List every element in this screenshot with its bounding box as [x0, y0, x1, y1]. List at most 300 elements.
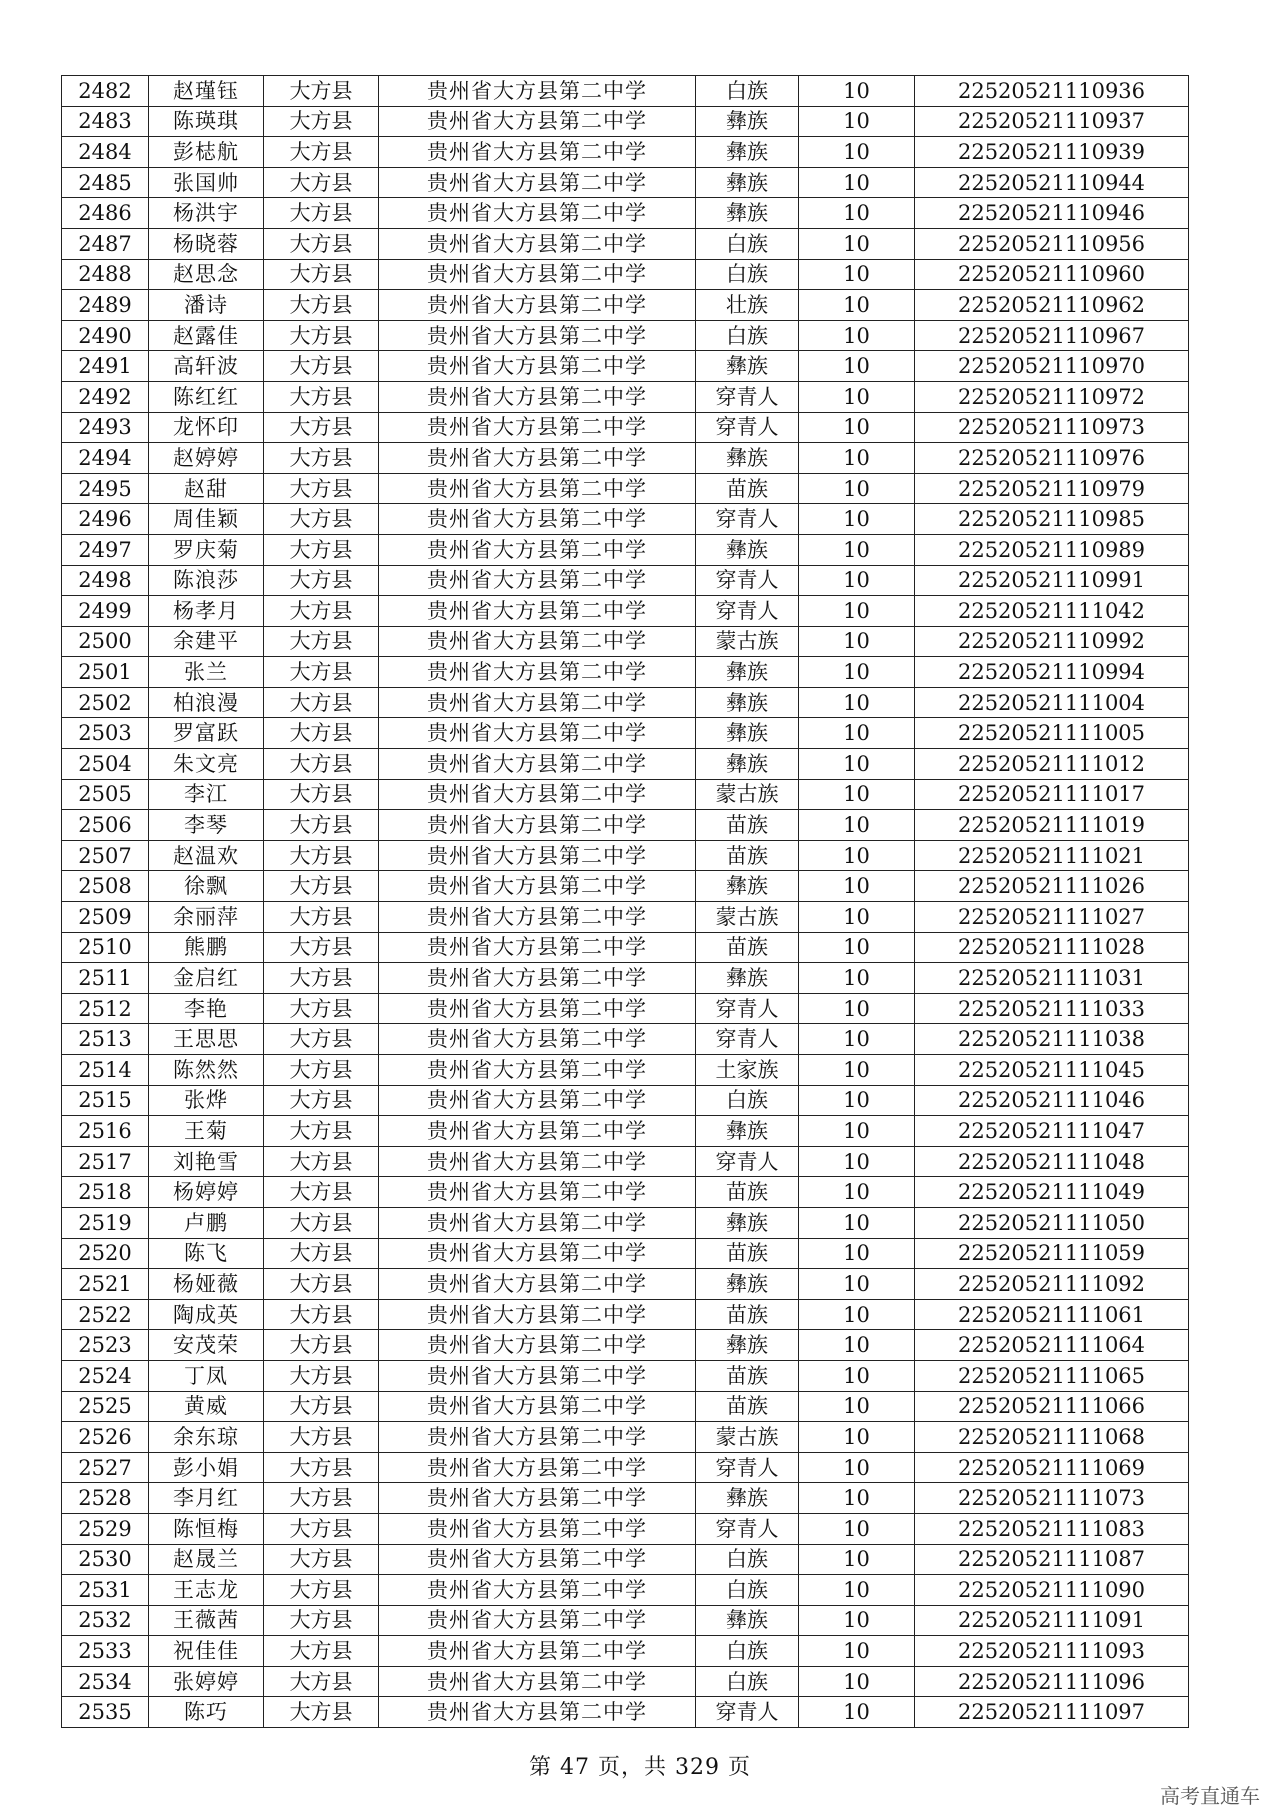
exam-number-cell: 22520521111083: [915, 1513, 1189, 1544]
serial-number-cell: 2519: [62, 1207, 149, 1238]
ethnicity-cell: 彝族: [696, 534, 799, 565]
ethnicity-cell: 苗族: [696, 1238, 799, 1269]
exam-number-cell: 22520521111028: [915, 932, 1189, 963]
school-cell: 贵州省大方县第二中学: [379, 1360, 696, 1391]
student-name-cell: 赵思念: [149, 259, 264, 290]
exam-number-cell: 22520521111096: [915, 1666, 1189, 1697]
student-name-cell: 陶成英: [149, 1299, 264, 1330]
student-name-cell: 赵温欢: [149, 840, 264, 871]
county-cell: 大方县: [264, 1116, 379, 1147]
score-cell: 10: [799, 1269, 915, 1300]
exam-number-cell: 22520521111066: [915, 1391, 1189, 1422]
table-row: [62, 1636, 1189, 1667]
score-cell: 10: [799, 810, 915, 841]
roster-table: [61, 75, 1189, 1728]
county-cell: 大方县: [264, 810, 379, 841]
ethnicity-cell: 苗族: [696, 932, 799, 963]
ethnicity-cell: 彝族: [696, 749, 799, 780]
school-cell: 贵州省大方县第二中学: [379, 473, 696, 504]
score-cell: 10: [799, 871, 915, 902]
ethnicity-cell: 彝族: [696, 1605, 799, 1636]
ethnicity-cell: 彝族: [696, 1116, 799, 1147]
student-name-cell: 张国帅: [149, 167, 264, 198]
table-row: [62, 718, 1189, 749]
school-cell: 贵州省大方县第二中学: [379, 626, 696, 657]
exam-number-cell: 22520521110937: [915, 106, 1189, 137]
school-cell: 贵州省大方县第二中学: [379, 1605, 696, 1636]
student-name-cell: 杨洪宇: [149, 198, 264, 229]
table-row: [62, 1146, 1189, 1177]
exam-number-cell: 22520521110972: [915, 381, 1189, 412]
county-cell: 大方县: [264, 1330, 379, 1361]
ethnicity-cell: 土家族: [696, 1055, 799, 1086]
serial-number-cell: 2495: [62, 473, 149, 504]
exam-number-cell: 22520521111031: [915, 963, 1189, 994]
exam-number-cell: 22520521111087: [915, 1544, 1189, 1575]
student-name-cell: 杨娅薇: [149, 1269, 264, 1300]
county-cell: 大方县: [264, 534, 379, 565]
school-cell: 贵州省大方县第二中学: [379, 1085, 696, 1116]
table-row: [62, 902, 1189, 933]
serial-number-cell: 2530: [62, 1544, 149, 1575]
school-cell: 贵州省大方县第二中学: [379, 932, 696, 963]
county-cell: 大方县: [264, 993, 379, 1024]
exam-number-cell: 22520521110992: [915, 626, 1189, 657]
serial-number-cell: 2510: [62, 932, 149, 963]
school-cell: 贵州省大方县第二中学: [379, 1483, 696, 1514]
county-cell: 大方县: [264, 1269, 379, 1300]
ethnicity-cell: 白族: [696, 1544, 799, 1575]
student-name-cell: 陈巧: [149, 1697, 264, 1728]
exam-number-cell: 22520521111005: [915, 718, 1189, 749]
exam-number-cell: 22520521110976: [915, 443, 1189, 474]
score-cell: 10: [799, 1697, 915, 1728]
county-cell: 大方县: [264, 1207, 379, 1238]
table-row: [62, 534, 1189, 565]
student-name-cell: 彭梽航: [149, 137, 264, 168]
exam-number-cell: 22520521110973: [915, 412, 1189, 443]
county-cell: 大方县: [264, 320, 379, 351]
table-row: [62, 473, 1189, 504]
student-name-cell: 赵瑾钰: [149, 76, 264, 107]
school-cell: 贵州省大方县第二中学: [379, 443, 696, 474]
county-cell: 大方县: [264, 657, 379, 688]
score-cell: 10: [799, 840, 915, 871]
score-cell: 10: [799, 198, 915, 229]
student-name-cell: 赵婷婷: [149, 443, 264, 474]
serial-number-cell: 2496: [62, 504, 149, 535]
student-name-cell: 杨晓蓉: [149, 228, 264, 259]
score-cell: 10: [799, 137, 915, 168]
county-cell: 大方县: [264, 1636, 379, 1667]
exam-number-cell: 22520521111050: [915, 1207, 1189, 1238]
exam-number-cell: 22520521110946: [915, 198, 1189, 229]
serial-number-cell: 2506: [62, 810, 149, 841]
serial-number-cell: 2499: [62, 596, 149, 627]
score-cell: 10: [799, 1666, 915, 1697]
table-row: [62, 137, 1189, 168]
student-name-cell: 龙怀印: [149, 412, 264, 443]
ethnicity-cell: 苗族: [696, 810, 799, 841]
table-row: [62, 228, 1189, 259]
school-cell: 贵州省大方县第二中学: [379, 137, 696, 168]
table-row: [62, 1483, 1189, 1514]
serial-number-cell: 2534: [62, 1666, 149, 1697]
county-cell: 大方县: [264, 1697, 379, 1728]
county-cell: 大方县: [264, 76, 379, 107]
student-name-cell: 陈恒梅: [149, 1513, 264, 1544]
serial-number-cell: 2518: [62, 1177, 149, 1208]
exam-number-cell: 22520521111061: [915, 1299, 1189, 1330]
county-cell: 大方县: [264, 1422, 379, 1453]
table-row: [62, 932, 1189, 963]
table-row: [62, 1575, 1189, 1606]
county-cell: 大方县: [264, 718, 379, 749]
serial-number-cell: 2533: [62, 1636, 149, 1667]
serial-number-cell: 2501: [62, 657, 149, 688]
serial-number-cell: 2493: [62, 412, 149, 443]
county-cell: 大方县: [264, 259, 379, 290]
county-cell: 大方县: [264, 1483, 379, 1514]
exam-number-cell: 22520521111091: [915, 1605, 1189, 1636]
ethnicity-cell: 穿青人: [696, 504, 799, 535]
county-cell: 大方县: [264, 1666, 379, 1697]
exam-number-cell: 22520521111093: [915, 1636, 1189, 1667]
county-cell: 大方县: [264, 137, 379, 168]
county-cell: 大方县: [264, 1544, 379, 1575]
ethnicity-cell: 穿青人: [696, 1513, 799, 1544]
serial-number-cell: 2482: [62, 76, 149, 107]
ethnicity-cell: 苗族: [696, 473, 799, 504]
serial-number-cell: 2502: [62, 687, 149, 718]
county-cell: 大方县: [264, 963, 379, 994]
ethnicity-cell: 彝族: [696, 137, 799, 168]
exam-number-cell: 22520521110989: [915, 534, 1189, 565]
student-name-cell: 金启红: [149, 963, 264, 994]
ethnicity-cell: 蒙古族: [696, 779, 799, 810]
county-cell: 大方县: [264, 106, 379, 137]
ethnicity-cell: 彝族: [696, 198, 799, 229]
school-cell: 贵州省大方县第二中学: [379, 1024, 696, 1055]
county-cell: 大方县: [264, 902, 379, 933]
school-cell: 贵州省大方县第二中学: [379, 504, 696, 535]
exam-number-cell: 22520521110994: [915, 657, 1189, 688]
ethnicity-cell: 白族: [696, 320, 799, 351]
score-cell: 10: [799, 259, 915, 290]
score-cell: 10: [799, 718, 915, 749]
exam-number-cell: 22520521111068: [915, 1422, 1189, 1453]
score-cell: 10: [799, 1391, 915, 1422]
exam-number-cell: 22520521111033: [915, 993, 1189, 1024]
school-cell: 贵州省大方县第二中学: [379, 320, 696, 351]
score-cell: 10: [799, 993, 915, 1024]
exam-number-cell: 22520521111027: [915, 902, 1189, 933]
score-cell: 10: [799, 290, 915, 321]
student-name-cell: 余丽萍: [149, 902, 264, 933]
ethnicity-cell: 白族: [696, 1666, 799, 1697]
serial-number-cell: 2513: [62, 1024, 149, 1055]
school-cell: 贵州省大方县第二中学: [379, 1391, 696, 1422]
serial-number-cell: 2500: [62, 626, 149, 657]
serial-number-cell: 2526: [62, 1422, 149, 1453]
exam-number-cell: 22520521111042: [915, 596, 1189, 627]
school-cell: 贵州省大方县第二中学: [379, 106, 696, 137]
school-cell: 贵州省大方县第二中学: [379, 840, 696, 871]
school-cell: 贵州省大方县第二中学: [379, 167, 696, 198]
school-cell: 贵州省大方县第二中学: [379, 963, 696, 994]
watermark: 高考直通车: [1160, 1784, 1260, 1808]
school-cell: 贵州省大方县第二中学: [379, 657, 696, 688]
exam-number-cell: 22520521111017: [915, 779, 1189, 810]
school-cell: 贵州省大方县第二中学: [379, 228, 696, 259]
table-row: [62, 840, 1189, 871]
table-row: [62, 106, 1189, 137]
table-row: [62, 657, 1189, 688]
school-cell: 贵州省大方县第二中学: [379, 687, 696, 718]
ethnicity-cell: 穿青人: [696, 381, 799, 412]
exam-number-cell: 22520521110960: [915, 259, 1189, 290]
county-cell: 大方县: [264, 1575, 379, 1606]
school-cell: 贵州省大方县第二中学: [379, 1207, 696, 1238]
table-row: [62, 1024, 1189, 1055]
student-name-cell: 罗庆菊: [149, 534, 264, 565]
exam-number-cell: 22520521111045: [915, 1055, 1189, 1086]
exam-number-cell: 22520521111019: [915, 810, 1189, 841]
county-cell: 大方县: [264, 1085, 379, 1116]
county-cell: 大方县: [264, 1146, 379, 1177]
score-cell: 10: [799, 381, 915, 412]
score-cell: 10: [799, 443, 915, 474]
school-cell: 贵州省大方县第二中学: [379, 596, 696, 627]
school-cell: 贵州省大方县第二中学: [379, 290, 696, 321]
serial-number-cell: 2483: [62, 106, 149, 137]
student-name-cell: 王薇茜: [149, 1605, 264, 1636]
ethnicity-cell: 彝族: [696, 106, 799, 137]
student-name-cell: 罗富跃: [149, 718, 264, 749]
school-cell: 贵州省大方县第二中学: [379, 810, 696, 841]
score-cell: 10: [799, 504, 915, 535]
school-cell: 贵州省大方县第二中学: [379, 565, 696, 596]
exam-number-cell: 22520521110939: [915, 137, 1189, 168]
serial-number-cell: 2491: [62, 351, 149, 382]
student-name-cell: 李琴: [149, 810, 264, 841]
school-cell: 贵州省大方县第二中学: [379, 1575, 696, 1606]
table-row: [62, 810, 1189, 841]
school-cell: 贵州省大方县第二中学: [379, 76, 696, 107]
serial-number-cell: 2517: [62, 1146, 149, 1177]
county-cell: 大方县: [264, 1024, 379, 1055]
ethnicity-cell: 彝族: [696, 871, 799, 902]
student-name-cell: 赵甜: [149, 473, 264, 504]
score-cell: 10: [799, 932, 915, 963]
table-row: [62, 1116, 1189, 1147]
serial-number-cell: 2508: [62, 871, 149, 902]
serial-number-cell: 2515: [62, 1085, 149, 1116]
score-cell: 10: [799, 320, 915, 351]
school-cell: 贵州省大方县第二中学: [379, 1299, 696, 1330]
county-cell: 大方县: [264, 626, 379, 657]
ethnicity-cell: 彝族: [696, 1207, 799, 1238]
serial-number-cell: 2522: [62, 1299, 149, 1330]
student-name-cell: 杨婷婷: [149, 1177, 264, 1208]
table-row: [62, 1513, 1189, 1544]
serial-number-cell: 2527: [62, 1452, 149, 1483]
serial-number-cell: 2498: [62, 565, 149, 596]
student-name-cell: 张婷婷: [149, 1666, 264, 1697]
score-cell: 10: [799, 1575, 915, 1606]
table-row: [62, 1085, 1189, 1116]
table-row: [62, 871, 1189, 902]
ethnicity-cell: 彝族: [696, 657, 799, 688]
page-number: 第 47 页，共 329 页: [529, 1755, 751, 1780]
exam-number-cell: 22520521110991: [915, 565, 1189, 596]
table-row: [62, 290, 1189, 321]
county-cell: 大方县: [264, 687, 379, 718]
table-row: [62, 412, 1189, 443]
ethnicity-cell: 苗族: [696, 1299, 799, 1330]
serial-number-cell: 2488: [62, 259, 149, 290]
score-cell: 10: [799, 1238, 915, 1269]
serial-number-cell: 2523: [62, 1330, 149, 1361]
student-name-cell: 王菊: [149, 1116, 264, 1147]
exam-number-cell: 22520521111038: [915, 1024, 1189, 1055]
ethnicity-cell: 白族: [696, 76, 799, 107]
table-row: [62, 259, 1189, 290]
student-name-cell: 赵晟兰: [149, 1544, 264, 1575]
ethnicity-cell: 穿青人: [696, 993, 799, 1024]
serial-number-cell: 2507: [62, 840, 149, 871]
serial-number-cell: 2520: [62, 1238, 149, 1269]
exam-number-cell: 22520521111021: [915, 840, 1189, 871]
ethnicity-cell: 彝族: [696, 1330, 799, 1361]
table-row: [62, 1544, 1189, 1575]
school-cell: 贵州省大方县第二中学: [379, 1116, 696, 1147]
serial-number-cell: 2516: [62, 1116, 149, 1147]
school-cell: 贵州省大方县第二中学: [379, 351, 696, 382]
score-cell: 10: [799, 76, 915, 107]
county-cell: 大方县: [264, 1605, 379, 1636]
score-cell: 10: [799, 412, 915, 443]
score-cell: 10: [799, 1024, 915, 1055]
student-name-cell: 徐飘: [149, 871, 264, 902]
table-row: [62, 1452, 1189, 1483]
score-cell: 10: [799, 534, 915, 565]
score-cell: 10: [799, 1146, 915, 1177]
serial-number-cell: 2504: [62, 749, 149, 780]
student-name-cell: 李月红: [149, 1483, 264, 1514]
serial-number-cell: 2490: [62, 320, 149, 351]
student-name-cell: 陈浪莎: [149, 565, 264, 596]
county-cell: 大方县: [264, 749, 379, 780]
county-cell: 大方县: [264, 412, 379, 443]
ethnicity-cell: 苗族: [696, 1360, 799, 1391]
table-row: [62, 1055, 1189, 1086]
table-row: [62, 626, 1189, 657]
score-cell: 10: [799, 1085, 915, 1116]
serial-number-cell: 2512: [62, 993, 149, 1024]
ethnicity-cell: 壮族: [696, 290, 799, 321]
student-name-cell: 丁凤: [149, 1360, 264, 1391]
county-cell: 大方县: [264, 504, 379, 535]
table-row: [62, 76, 1189, 107]
table-row: [62, 1299, 1189, 1330]
school-cell: 贵州省大方县第二中学: [379, 412, 696, 443]
table-row: [62, 1697, 1189, 1728]
table-row: [62, 1238, 1189, 1269]
ethnicity-cell: 白族: [696, 259, 799, 290]
table-row: [62, 320, 1189, 351]
score-cell: 10: [799, 1360, 915, 1391]
serial-number-cell: 2524: [62, 1360, 149, 1391]
exam-number-cell: 22520521111049: [915, 1177, 1189, 1208]
ethnicity-cell: 彝族: [696, 351, 799, 382]
exam-number-cell: 22520521111012: [915, 749, 1189, 780]
score-cell: 10: [799, 779, 915, 810]
ethnicity-cell: 白族: [696, 1636, 799, 1667]
serial-number-cell: 2484: [62, 137, 149, 168]
ethnicity-cell: 穿青人: [696, 596, 799, 627]
school-cell: 贵州省大方县第二中学: [379, 779, 696, 810]
score-cell: 10: [799, 167, 915, 198]
county-cell: 大方县: [264, 351, 379, 382]
student-name-cell: 柏浪漫: [149, 687, 264, 718]
school-cell: 贵州省大方县第二中学: [379, 749, 696, 780]
score-cell: 10: [799, 1513, 915, 1544]
student-name-cell: 王志龙: [149, 1575, 264, 1606]
table-row: [62, 596, 1189, 627]
ethnicity-cell: 苗族: [696, 1391, 799, 1422]
roster-body: [62, 76, 1189, 1728]
school-cell: 贵州省大方县第二中学: [379, 718, 696, 749]
county-cell: 大方县: [264, 167, 379, 198]
county-cell: 大方县: [264, 840, 379, 871]
school-cell: 贵州省大方县第二中学: [379, 1666, 696, 1697]
exam-number-cell: 22520521111097: [915, 1697, 1189, 1728]
county-cell: 大方县: [264, 473, 379, 504]
ethnicity-cell: 彝族: [696, 687, 799, 718]
exam-number-cell: 22520521111069: [915, 1452, 1189, 1483]
score-cell: 10: [799, 473, 915, 504]
exam-number-cell: 22520521111065: [915, 1360, 1189, 1391]
table-row: [62, 963, 1189, 994]
serial-number-cell: 2487: [62, 228, 149, 259]
exam-number-cell: 22520521111046: [915, 1085, 1189, 1116]
score-cell: 10: [799, 626, 915, 657]
county-cell: 大方县: [264, 228, 379, 259]
score-cell: 10: [799, 1605, 915, 1636]
ethnicity-cell: 蒙古族: [696, 902, 799, 933]
student-name-cell: 张兰: [149, 657, 264, 688]
student-name-cell: 潘诗: [149, 290, 264, 321]
table-row: [62, 1605, 1189, 1636]
student-name-cell: 黄威: [149, 1391, 264, 1422]
school-cell: 贵州省大方县第二中学: [379, 1269, 696, 1300]
ethnicity-cell: 彝族: [696, 167, 799, 198]
score-cell: 10: [799, 1177, 915, 1208]
county-cell: 大方县: [264, 932, 379, 963]
school-cell: 贵州省大方县第二中学: [379, 1238, 696, 1269]
exam-number-cell: 22520521111059: [915, 1238, 1189, 1269]
exam-number-cell: 22520521111004: [915, 687, 1189, 718]
score-cell: 10: [799, 1452, 915, 1483]
score-cell: 10: [799, 228, 915, 259]
school-cell: 贵州省大方县第二中学: [379, 1513, 696, 1544]
ethnicity-cell: 穿青人: [696, 1146, 799, 1177]
county-cell: 大方县: [264, 1513, 379, 1544]
county-cell: 大方县: [264, 779, 379, 810]
table-row: [62, 167, 1189, 198]
score-cell: 10: [799, 106, 915, 137]
